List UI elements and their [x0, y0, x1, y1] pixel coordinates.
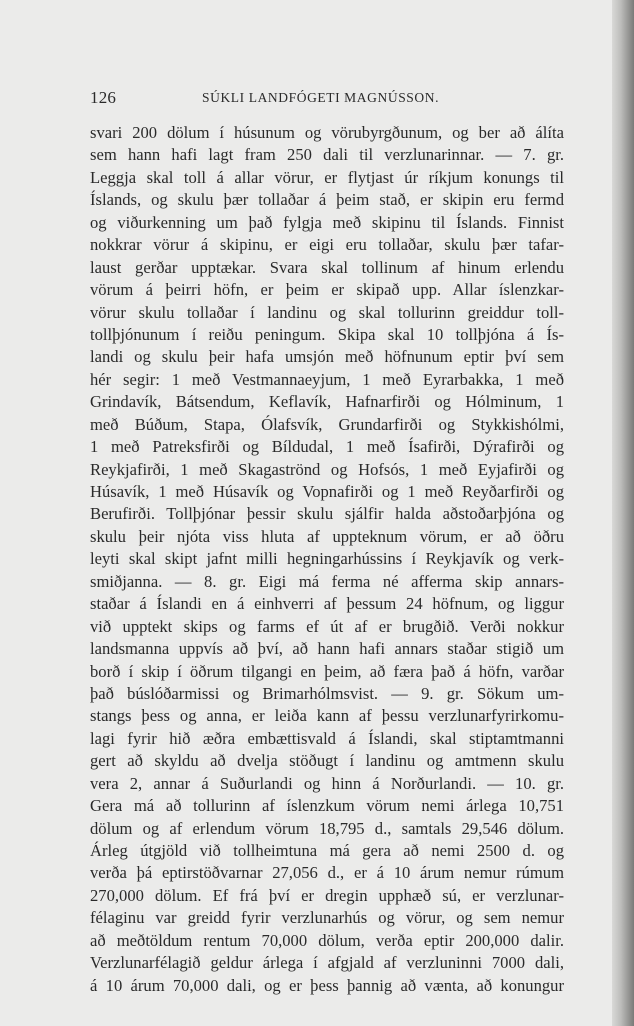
text-line: laust gerðar upptækar. Svara skal tollinum af hinum erlendu — [90, 257, 564, 277]
text-line: gert að skyldu að dvelja stöðugt í landinu og amtmenn skulu — [90, 751, 564, 771]
text-line: borð í skip í öðrum tilgangi en þeim, að færa það á höfn, varðar — [90, 661, 564, 681]
text-line: Leggja skal toll á allar vörur, er flytjast úr ríkjum konungs til — [90, 167, 564, 187]
text-line: Reykjafirði, 1 með Skagaströnd og Hofsós, 1 með Eyjafirði og — [90, 459, 564, 479]
text-line: vörum á þeirri höfn, er þeim er skipað upp. Allar íslenzkar- — [90, 280, 564, 300]
text-line: við upptekt skips og farms ef út af er brugðið. Verði nokkur — [90, 616, 564, 636]
text-line: það búslóðarmissi og Brimarhólmsvist. — 9. gr. Sökum um- — [90, 683, 564, 703]
text-line: á 10 árum 70,000 dali, og er þess þannig að vænta, að konungur — [90, 975, 564, 995]
text-line: tollþjónunum í reiðu peningum. Skipa skal 10 tollþjóna á Ís- — [90, 324, 564, 344]
text-line: leyti skal skipt jafnt milli hegningarhússins í Reykjavík og verk- — [90, 549, 564, 569]
text-line: Gera má að tollurinn af íslenzkum vörum nemi árlega 10,751 — [90, 796, 564, 816]
running-head: SÚKLI LANDFÓGETI MAGNÚSSON. — [202, 90, 440, 105]
body-text — [90, 122, 564, 997]
text-line: Berufirði. Tollþjónar þessir skulu sjálfir halda aðstoðarþjóna og — [90, 504, 564, 524]
text-line: landi og skulu þeir hafa umsjón með höfnunum eptir því sem — [90, 347, 564, 367]
text-line: nokkrar vörur á skipinu, er eigi eru tollaðar, skulu þær tafar- — [90, 235, 564, 255]
text-line: lagi fyrir hið æðra embættisvald á Íslandi, skal stiptamtmanni — [90, 728, 564, 748]
text-line: að meðtöldum rentum 70,000 dölum, verða eptir 200,000 dalir. — [90, 930, 564, 950]
text-line: hér segir: 1 með Vestmannaeyjum, 1 með Eyrarbakka, 1 með — [90, 369, 564, 389]
text-line: Grindavík, Bátsendum, Keflavík, Hafnarfirði og Hólminum, 1 — [90, 392, 564, 412]
text-line: Húsavík, 1 með Húsavík og Vopnafirði og 1 með Reyðarfirði og — [90, 482, 564, 501]
text-line: verða þá eptirstöðvarnar 27,056 d., er á 10 árum nemur rúmum — [90, 863, 564, 883]
text-line: smiðjanna. — 8. gr. Eigi má ferma né afferma skip annars- — [90, 571, 564, 591]
text-line: stangs þess og anna, er leiða kann af þessu verzlunarfyrirkomu- — [90, 706, 564, 726]
text-line: Árleg útgjöld við tollheimtuna má gera að nemi 2500 d. og — [90, 841, 564, 860]
text-line: félaginu var greidd fyrir verzlunarhús og vörur, og sem nemur — [90, 908, 564, 928]
text-line: 270,000 dölum. Ef frá því er dregin upphæð sú, er verzlunar- — [90, 885, 564, 905]
text-line: dölum og af erlendum vörum 18,795 d., samtals 29,546 dölum. — [90, 818, 564, 838]
text-line: svari 200 dölum í húsunum og vörubyrgðunum, og ber að álíta — [90, 123, 564, 142]
text-line: staðar á Íslandi en á einhverri af þessum 24 höfnum, og liggur — [90, 594, 564, 614]
text-line: vörur skulu tollaðar í landinu og skal tollurinn greiddur toll- — [90, 302, 564, 322]
text-line: Verzlunarfélagið geldur árlega í afgjald af verzluninni 7000 dali, — [90, 953, 564, 973]
page-header — [90, 88, 560, 110]
page-number: 126 — [90, 88, 117, 107]
text-line: 1 með Patreksfirði og Bíldudal, 1 með Ísafirði, Dýrafirði og — [90, 437, 564, 457]
text-line: sem hann hafi lagt fram 250 dali til verzlunarinnar. — 7. gr. — [90, 145, 564, 165]
text-line: landsmanna uppvís að því, að hann hafi annars staðar stigið um — [90, 639, 564, 659]
book-spine-shadow — [612, 0, 634, 1026]
text-line: með Búðum, Stapa, Ólafsvík, Grundarfirði og Stykkishólmi, — [90, 414, 564, 434]
text-line: Íslands, og skulu þær tollaðar á þeim stað, er skipin eru fermd — [90, 190, 564, 210]
text-line: vera 2, annar á Suðurlandi og hinn á Norðurlandi. — 10. gr. — [90, 773, 564, 793]
text-line: og viðurkenning um það fylgja með skipinu til Íslands. Finnist — [90, 212, 564, 232]
text-line: skulu þeir njóta viss hluta af uppteknum vörum, er að öðru — [90, 526, 564, 546]
